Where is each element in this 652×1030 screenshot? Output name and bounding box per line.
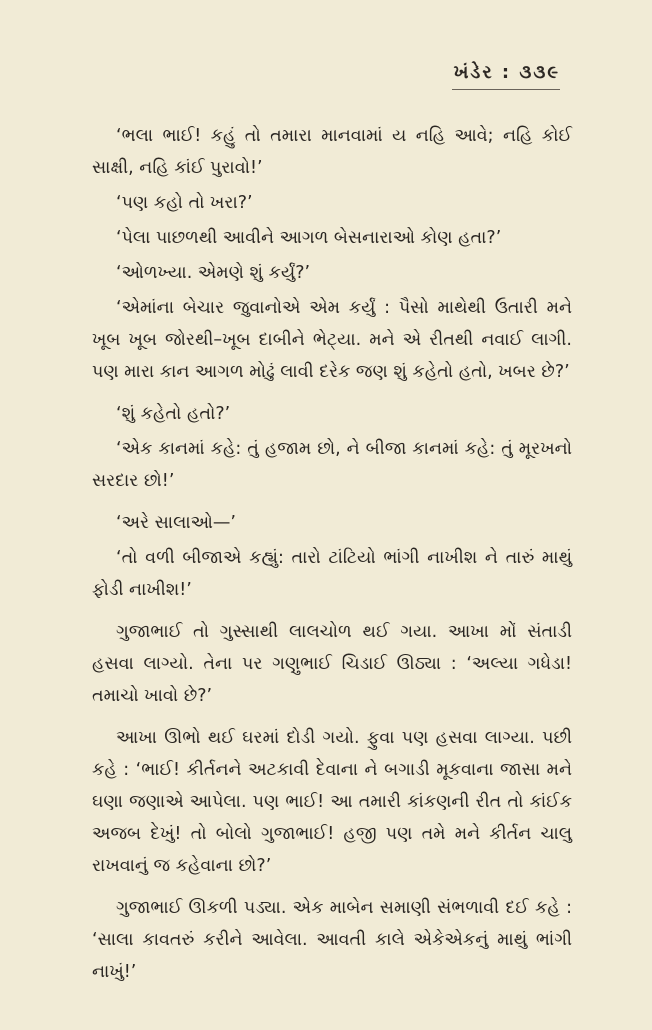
paragraph-11: આખા ઊભો થઈ ઘરમાં દોડી ગયો. ફુવા પણ હસવા લાગ્યા. પછી કહે : ‘ભાઈ! કીર્તનને અટકાવી દેવાના ને બગાડી મૂકવાના જાસા મને ઘણા જણાએ આપેલા. પણ ભાઈ! આ તમારી કાંકણની રીત તો કાંઈક અજબ દેખું! તો બોલો ગુજાભાઈ! હજી પણ તમે મને કીર્તન ચાલુ રાખવાનું જ કહેવાના છો?’ [92, 728, 572, 876]
paragraph-12: ગુજાભાઈ ઊકળી પડ્યા. એક માબેન સમાણી સંભળાવી દઈ કહે : ‘સાલા કાવતરું કરીને આવેલા. આવતી કાલે એકેએકનું માથું ભાંગી નાખું!’ [92, 898, 572, 982]
header-underline [452, 89, 560, 90]
paragraph-6: ‘શું કહેતો હતો?’ [116, 404, 231, 424]
paragraph-3: ‘પેલા પાછળથી આવીને આગળ બેસનારાઓ કોણ હતા?’ [116, 228, 502, 248]
paragraph-2: ‘પણ કહો તો ખરા?’ [116, 193, 253, 213]
page-header [452, 62, 560, 90]
paragraph-1: ‘ભલા ભાઈ! કહું તો તમારા માનવામાં ય નહિ આવે; નહિ કોઈ સાક્ષી, નહિ કાંઈ પુરાવો!’ [92, 126, 572, 178]
paragraph-9: ‘તો વળી બીજાએ કહ્યું: તારો ટાંટિયો ભાંગી નાખીશ ને તારું માથું ફોડી નાખીશ!’ [92, 548, 572, 600]
paragraph-8: ‘અરે સાલાઓ—’ [116, 513, 236, 533]
paragraph-5: ‘એમાંના બેચાર જુવાનોએ એમ કર્યું : પૈસો માથેથી ઉતારી મને ખૂબ ખૂબ જોરથી–ખૂબ દાબીને ભેટ્યા. મને એ રીતથી નવાઈ લાગી. પણ મારા કાન આગળ મોઢું લાવી દરેક જણ શું કહેતો હતો, ખબર છે?’ [92, 298, 572, 382]
running-header: ખંડેર : ૩૩૯ [453, 62, 560, 83]
paragraph-7: ‘એક કાનમાં કહે: તું હજામ છો, ને બીજા કાનમાં કહે: તું મૂરખનો સરદાર છો!’ [92, 439, 572, 491]
body-text [92, 120, 572, 991]
paragraph-4: ‘ઓળખ્યા. એમણે શું કર્યું?’ [116, 263, 311, 283]
paragraph-10: ગુજાભાઈ તો ગુસ્સાથી લાલચોળ થઈ ગયા. આખા મોં સંતાડી હસવા લાગ્યો. તેના પર ગણુભાઈ ચિડાઈ ઊઠ્યા : ‘અલ્યા ગધેડા! તમાચો ખાવો છે?’ [92, 622, 572, 706]
